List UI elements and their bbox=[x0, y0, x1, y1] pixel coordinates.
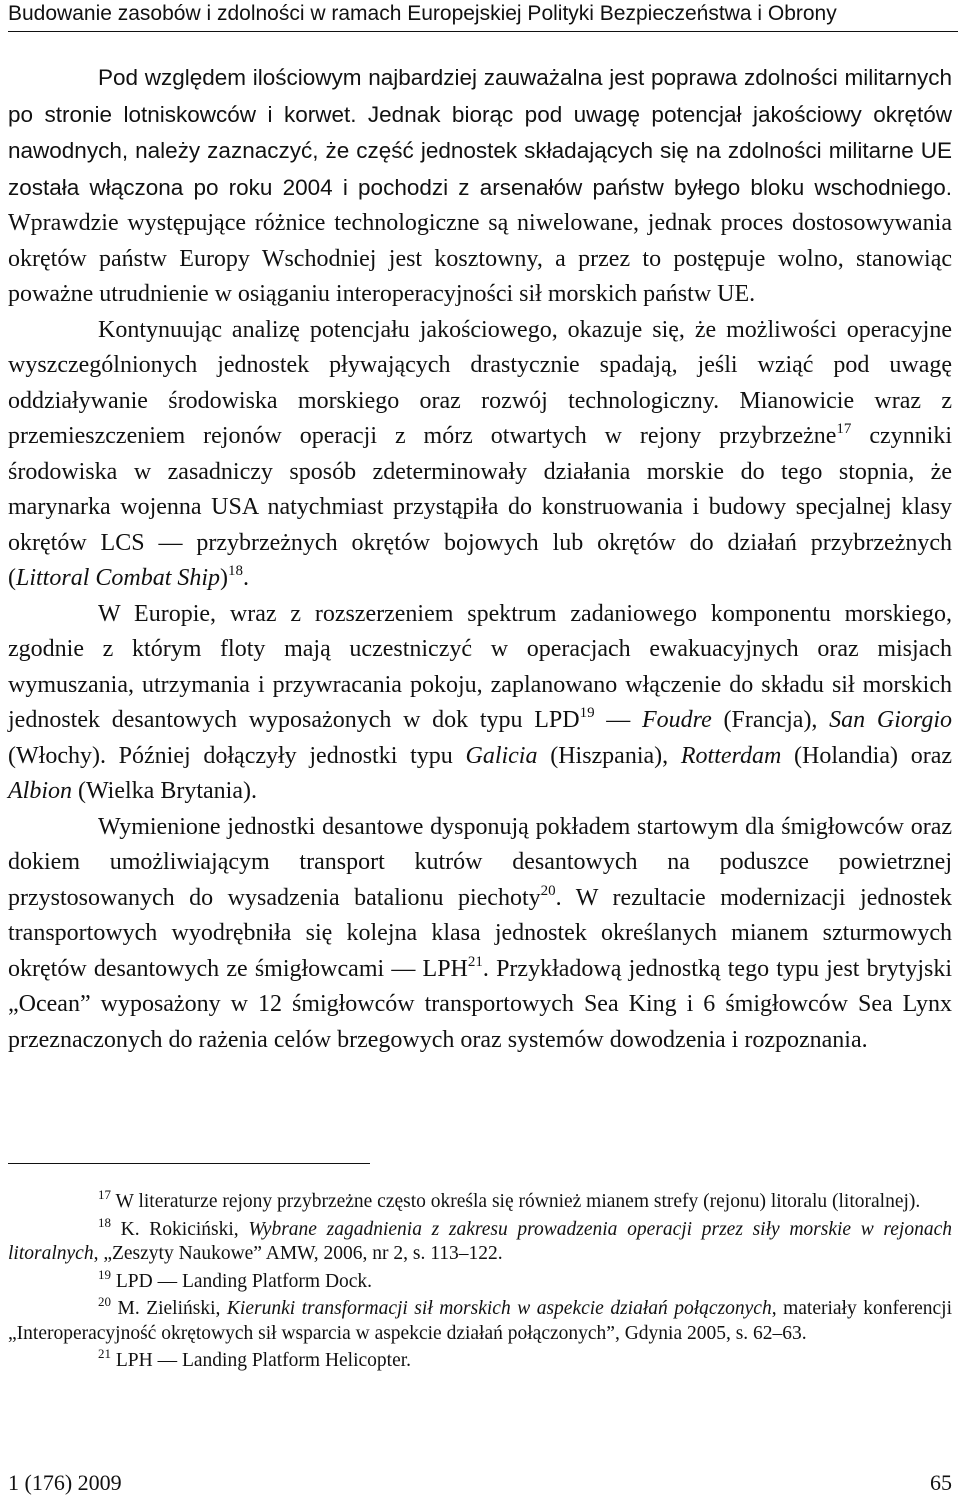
paragraph-2-text-3: ) bbox=[220, 565, 229, 591]
footnote-ref-19[interactable]: 19 bbox=[579, 705, 595, 721]
paragraph-3-italic-4: Rotterdam bbox=[680, 742, 782, 769]
page-number: 65 bbox=[930, 1470, 952, 1495]
paragraph-2 bbox=[8, 313, 952, 597]
footnote-number: 18 bbox=[98, 1214, 111, 1230]
footnote-text: LPH — Landing Platform Helicopter. bbox=[111, 1350, 412, 1371]
paragraph-4-text-1: Wymienione jednostki desantowe dysponują pokładem startowym dla śmigłowców oraz dokiem umożliwiającym transport kutrów desantowych na poduszce powietrznej przystosowanych do wysadzenia batalionu piechoty bbox=[8, 813, 952, 911]
paragraph-1-serif-text: Wprawdzie występujące różnice technologiczne są niwelowane, jednak proces dostosowywania okrętów państw Europy Wschodniej jest kosztowny, a przez to postępuje wolno, stanowiąc poważne utrudnienie w osiąganiu interoperacyjności sił morskich państw UE. bbox=[8, 210, 952, 307]
paragraph-3-text-2: — bbox=[594, 707, 642, 733]
footnote-italic-title: Kierunki transformacji sił morskich w aspekcie działań połączonych bbox=[226, 1298, 772, 1319]
footnote-number: 21 bbox=[98, 1346, 111, 1361]
paragraph-3-italic-3: Galicia bbox=[465, 742, 538, 769]
paragraph-4-text-3: . Przykładową jednostką tego typu jest brytyjski „Ocean” wyposażony w 12 śmigłowców transportowych Sea King i 6 śmigłowców Sea Lynx przeznaczonych do rażenia celów brzegowych oraz systemów dowodzenia i rozpoznania. bbox=[8, 955, 952, 1053]
footnote-ref-18[interactable]: 18 bbox=[228, 563, 244, 579]
paragraph-2-text-2: czynniki środowiska w zasadniczy sposób zdeterminowały działania morskie do tego stopnia, że marynarka wojenna USA natychmiast przystąpiła do konstruowania i budowy specjalnej klasy okrętów LCS — przybrzeżnych okrętów bojowych lub okrętów do działań przybrzeżnych ( bbox=[8, 423, 952, 591]
footnote-ref-21[interactable]: 21 bbox=[467, 953, 483, 970]
paragraph-4 bbox=[8, 810, 952, 1059]
paragraph-1-sans-text: Pod względem ilościowym najbardziej zauważalna jest poprawa zdolności militarnych po stronie lotniskowców i korwet. Jednak biorąc pod uwagę potencjał jakościowy okrętów nawodnych, należy zaznaczyć, że część jednostek składających się na zdolności militarne UE została włączona po roku 2004 i pochodzi z arsenałów państw byłego bloku wschodniego. bbox=[8, 65, 952, 200]
paragraph-1 bbox=[8, 60, 952, 313]
footnote-17 bbox=[8, 1187, 952, 1215]
paragraph-3-text-7: (Wielka Brytania). bbox=[72, 778, 257, 804]
footnote-text: K. Rokiciński, bbox=[111, 1218, 249, 1240]
footnote-ref-20[interactable]: 20 bbox=[540, 882, 556, 899]
footnote-ref-17[interactable]: 17 bbox=[836, 421, 852, 437]
footnote-19 bbox=[8, 1266, 952, 1295]
paragraph-3-text-1: W Europie, wraz z rozszerzeniem spektrum zadaniowego komponentu morskiego, zgodnie z którym floty mają uczestniczyć w operacjach ewakuacyjnych oraz misjach wymuszania, utrzymania i przywracania pokoju, zaplanowano włączenie do składu sił morskich jednostek desantowych wyposażonych w dok typu LPD bbox=[8, 600, 952, 733]
footnote-21 bbox=[8, 1346, 952, 1374]
paragraph-4-text-2: . W rezultacie modernizacji jednostek transportowych wyodrębniła się kolejna klasa jednostek określanych mianem szturmowych okrętów desantowych ze śmigłowcami — LPH bbox=[8, 884, 953, 982]
footnote-number: 20 bbox=[98, 1294, 111, 1309]
footnote-text: , „Zeszyty Naukowe” AMW, 2006, nr 2, s. 113–122. bbox=[93, 1243, 503, 1264]
footnote-20 bbox=[8, 1294, 952, 1346]
footnote-text: M. Zieliński, bbox=[111, 1298, 227, 1319]
page-footer bbox=[8, 1470, 952, 1496]
paragraph-3 bbox=[8, 597, 952, 810]
paragraph-3-text-5: (Hiszpania), bbox=[537, 742, 681, 769]
paragraph-3-italic-5: Albion bbox=[8, 778, 72, 804]
footnote-number: 19 bbox=[98, 1266, 111, 1282]
footnote-text: LPD — Landing Platform Dock. bbox=[111, 1270, 373, 1292]
paragraph-3-italic-1: Foudre bbox=[642, 707, 712, 733]
paragraph-2-text-4: . bbox=[243, 565, 250, 591]
issue-number: 1 (176) 2009 bbox=[8, 1470, 122, 1495]
running-header bbox=[8, 0, 952, 36]
paragraph-3-text-6: (Holandia) oraz bbox=[781, 742, 952, 769]
footnote-text: , materiały konferencji „Interoperacyjność okrętowych sił wsparcia w aspekcie działań połączonych”, Gdynia 2005, s. 62–63. bbox=[8, 1298, 952, 1344]
paragraph-3-italic-2: San Giorgio bbox=[829, 707, 952, 733]
paragraph-3-text-4: (Włochy). Później dołączyły jednostki typu bbox=[8, 742, 466, 769]
running-header-title: Budowanie zasobów i zdolności w ramach Europejskiej Polityki Bezpieczeństwa i Obrony bbox=[8, 2, 837, 25]
footnote-number: 17 bbox=[98, 1187, 111, 1202]
paragraph-2-text-1: Kontynuując analizę potencjału jakościowego, okazuje się, że możliwości operacyjne wyszczególnionych jednostek pływających drastycznie spadają, jeśli wziąć pod uwagę oddziaływanie środowiska morskiego oraz rozwój technologiczny. Mianowicie wraz z przemieszczeniem rejonów operacji z mórz otwartych w rejony przybrzeżne bbox=[8, 316, 952, 449]
footnote-18 bbox=[8, 1214, 952, 1267]
footnote-italic-title: Wybrane zagadnienia z zakresu prowadzenia operacji przez siły morskie w rejonach litoralnych bbox=[8, 1218, 952, 1264]
header-rule bbox=[8, 31, 958, 32]
paragraph-3-text-3: (Francja), bbox=[711, 707, 830, 733]
paragraph-2-italic: Littoral Combat Ship bbox=[16, 565, 221, 591]
footnote-text: W literaturze rejony przybrzeżne często określa się również mianem strefy (rejonu) litoralu (litoralnej). bbox=[111, 1191, 921, 1212]
footnote-separator bbox=[8, 1163, 370, 1164]
footnotes bbox=[8, 1187, 952, 1377]
main-text bbox=[8, 60, 952, 1058]
